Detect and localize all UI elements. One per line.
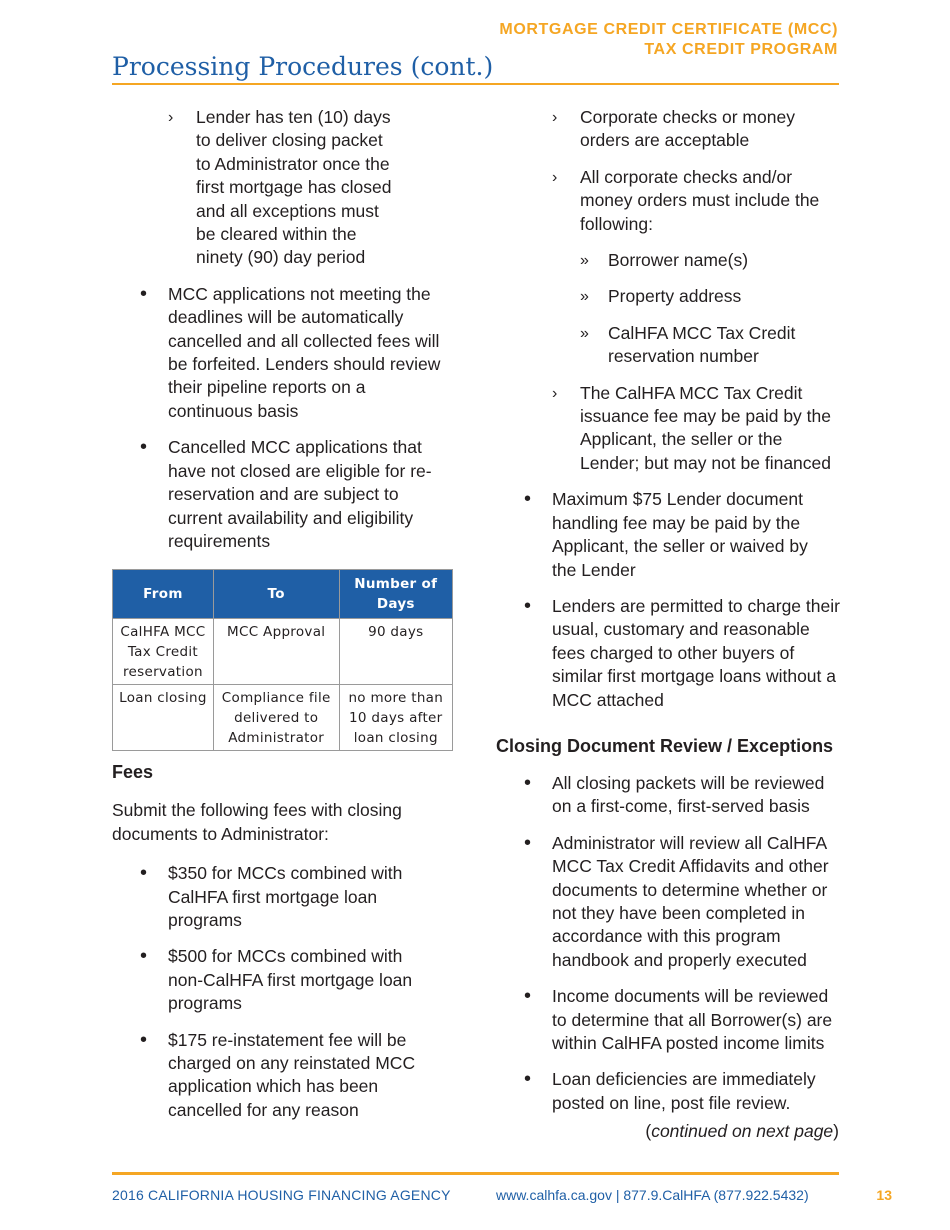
- bullet-marker: •: [524, 594, 532, 617]
- double-arrow-marker: »: [580, 252, 589, 270]
- list-item: [496, 249, 841, 272]
- bullet-marker: •: [524, 771, 532, 794]
- list-item-text: The CalHFA MCC Tax Credit issuance fee may be paid by the Applicant, the seller or the Lender; but may not be financed: [580, 382, 832, 473]
- bullet-marker: •: [524, 488, 532, 511]
- list-item: [496, 1068, 826, 1115]
- list-item-text: Loan deficiencies are immediately posted on line, post file review.: [552, 1069, 816, 1113]
- list-item: [112, 106, 448, 270]
- list-item-text: Lenders are permitted to charge their usual, customary and reasonable fees charged to other buyers of similar first mortgage loans without a MCC attached: [552, 595, 840, 710]
- double-arrow-marker: »: [580, 324, 589, 342]
- bullet-marker: •: [524, 1068, 532, 1091]
- right-column: [496, 106, 841, 1144]
- header-divider: [112, 83, 839, 85]
- list-item-text: Cancelled MCC applications that have not closed are eligible for re-reservation and are subject to current availability and eligibility requirements: [168, 437, 432, 551]
- list-item: [112, 283, 450, 423]
- list-item: [496, 166, 832, 236]
- bullet-marker: •: [524, 985, 532, 1008]
- list-item: [496, 595, 841, 712]
- list-item-text: Administrator will review all CalHFA MCC Tax Credit Affidavits and other documents to determine whether or not they have been completed in accordance with this program handbook and properly executed: [552, 832, 829, 970]
- footer-agency: 2016 CALIFORNIA HOUSING FINANCING AGENCY: [112, 1187, 451, 1203]
- table-cell: MCC Approval: [213, 619, 339, 685]
- table-cell: 90 days: [339, 619, 452, 685]
- closing-review-heading: Closing Document Review / Exceptions: [496, 735, 834, 756]
- list-item: [496, 382, 841, 476]
- bullet-marker: •: [140, 436, 148, 459]
- page-title: Processing Procedures (cont.): [112, 52, 494, 81]
- footer-divider: [112, 1172, 839, 1175]
- list-item-text: CalHFA MCC Tax Credit reservation number: [608, 322, 796, 367]
- list-item: [496, 285, 841, 308]
- bullet-marker: •: [140, 862, 148, 885]
- table-header-days: Number of Days: [339, 570, 452, 619]
- list-item-text: MCC applications not meeting the deadlines will be automatically cancelled and all collected fees will be forfeited. Lenders should review their pipeline reports on a continuous basis: [168, 283, 441, 421]
- fees-heading: Fees: [112, 762, 154, 783]
- list-item-text: Property address: [608, 286, 742, 307]
- fees-intro: Submit the following fees with closing documents to Administrator:: [112, 800, 402, 844]
- list-item: [112, 862, 422, 932]
- list-item-text: $350 for MCCs combined with CalHFA first mortgage loan programs: [168, 863, 403, 930]
- table-header-to: To: [213, 570, 339, 619]
- list-item-text: Borrower name(s): [608, 250, 749, 271]
- footer-contact[interactable]: www.calhfa.ca.gov | 877.9.CalHFA (877.922.5432): [496, 1187, 809, 1203]
- table-cell: CalHFA MCC Tax Credit reservation: [113, 619, 214, 685]
- list-item-text: Income documents will be reviewed to determine that all Borrower(s) are within CalHFA posted income limits: [552, 986, 833, 1053]
- left-column: [112, 106, 457, 1122]
- double-arrow-marker: »: [580, 288, 589, 306]
- continued-close-paren: ): [833, 1121, 839, 1142]
- table-header-row: [113, 570, 453, 619]
- arrow-marker: ›: [168, 109, 174, 126]
- list-item: [496, 832, 841, 972]
- list-item: [112, 1029, 428, 1123]
- list-item-text: $500 for MCCs combined with non-CalHFA first mortgage loan programs: [168, 946, 413, 1014]
- bullet-marker: •: [524, 831, 532, 854]
- continued-open-paren: (: [645, 1121, 652, 1142]
- list-item: [496, 488, 821, 582]
- list-item-text: Maximum $75 Lender document handling fee may be paid by the Applicant, the seller or waived by the Lender: [552, 489, 808, 580]
- bullet-marker: •: [140, 282, 148, 305]
- table-row: [113, 685, 453, 751]
- list-item: [496, 106, 806, 153]
- list-item-text: All corporate checks and/or money orders must include the following:: [580, 166, 820, 234]
- table-header-from: From: [113, 570, 214, 619]
- table-row: [113, 619, 453, 685]
- list-item: [112, 945, 432, 1015]
- page-number: 13: [876, 1187, 892, 1203]
- list-item-text: Corporate checks or money orders are acceptable: [580, 107, 795, 151]
- arrow-marker: ›: [552, 109, 558, 126]
- list-item-text: All closing packets will be reviewed on a first-come, first-served basis: [552, 772, 825, 817]
- arrow-marker: ›: [552, 168, 558, 186]
- list-item-text: Lender has ten (10) days to deliver closing packet to Administrator once the first mortgage has closed and all exceptions must be cleared within the ninety (90) day period: [196, 107, 392, 268]
- bullet-marker: •: [140, 945, 148, 968]
- program-title: [499, 20, 838, 60]
- list-item: [496, 322, 806, 369]
- program-title-line2: TAX CREDIT PROGRAM: [644, 41, 838, 58]
- program-title-line1: MORTGAGE CREDIT CERTIFICATE (MCC): [499, 21, 838, 38]
- continued-text: continued on next page: [651, 1121, 834, 1142]
- list-item: [496, 985, 841, 1055]
- continued-note: [496, 1120, 839, 1143]
- list-item-text: $175 re-instatement fee will be charged on any reinstated MCC application which has been cancelled for any reason: [168, 1029, 416, 1120]
- table-cell: Loan closing: [113, 685, 214, 751]
- list-item: [496, 772, 836, 819]
- table-cell: no more than 10 days after loan closing: [339, 685, 452, 751]
- arrow-marker: ›: [552, 384, 558, 402]
- deadline-table: [112, 569, 453, 751]
- list-item: [112, 436, 452, 553]
- table-cell: Compliance file delivered to Administrator: [213, 685, 339, 751]
- bullet-marker: •: [140, 1028, 148, 1051]
